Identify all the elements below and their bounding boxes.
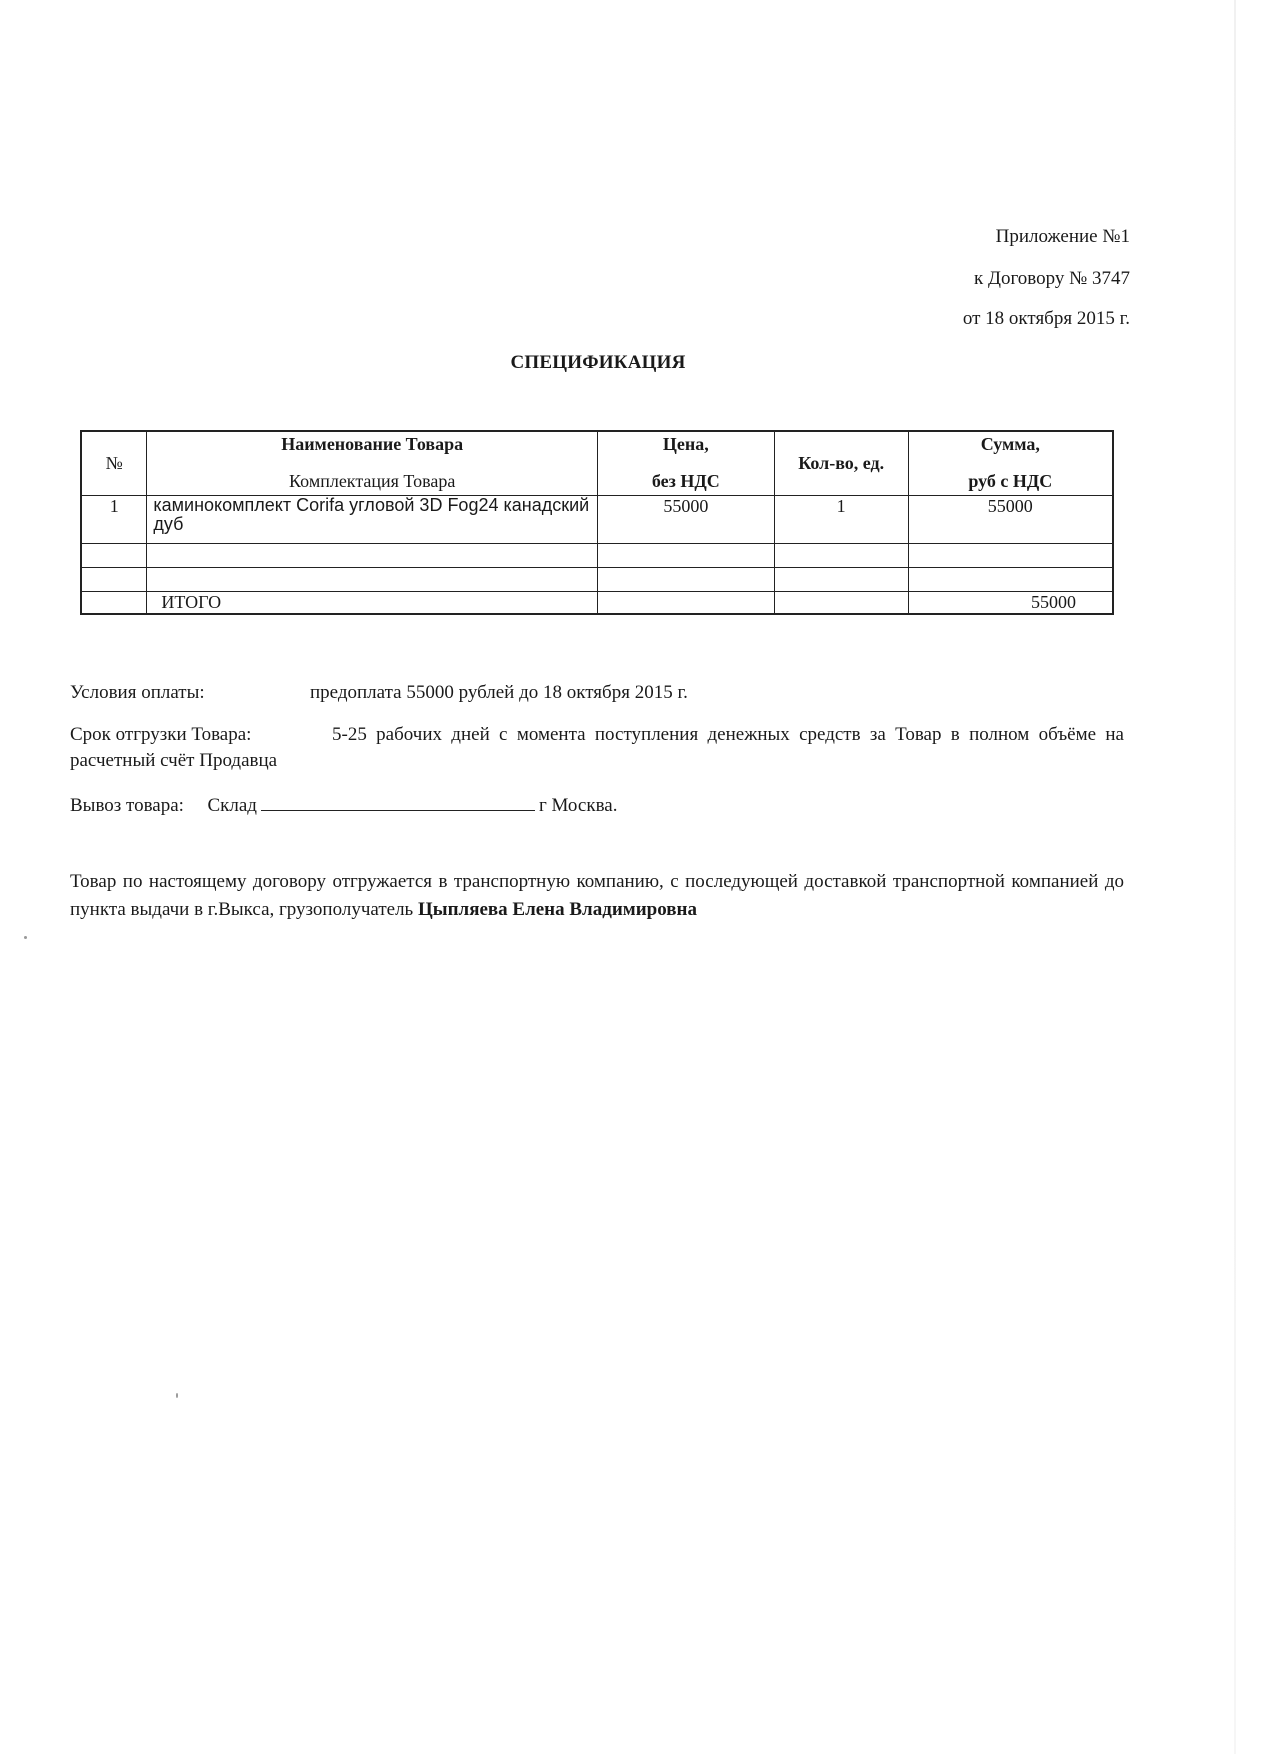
header-price-top: Цена, <box>662 434 709 455</box>
pickup-city: г Москва. <box>538 795 618 816</box>
header-name <box>147 431 598 495</box>
shipment-terms-value: 5-25 рабочих дней с момента поступления денежных средств за Товар в полном объёме на <box>332 724 1124 745</box>
contract-number: к Договору № 3747 <box>974 268 1130 289</box>
delivery-paragraph <box>70 868 1124 924</box>
appendix-number: Приложение №1 <box>995 226 1130 247</box>
row-sum: 55000 <box>908 495 1113 543</box>
payment-terms-value: предоплата 55000 рублей до 18 октября 2015 г. <box>310 682 688 703</box>
shipment-terms-value-cont: расчетный счёт Продавца <box>70 750 278 771</box>
table-header-row <box>81 431 1113 495</box>
header-sum-top: Сумма, <box>980 434 1040 455</box>
header-qty-label: Кол-во, ед. <box>798 452 885 473</box>
scan-speck <box>24 936 27 939</box>
table-row-empty <box>81 543 1113 567</box>
contract-date: от 18 октября 2015 г. <box>962 308 1130 329</box>
scan-edge <box>1234 0 1236 1754</box>
total-label: ИТОГО <box>147 591 598 614</box>
header-no: № <box>81 431 147 495</box>
row-qty: 1 <box>774 495 908 543</box>
warehouse-blank-field <box>261 792 535 811</box>
total-sum: 55000 <box>908 591 1113 614</box>
header-sum <box>908 431 1113 495</box>
header-price <box>597 431 774 495</box>
delivery-text: Товар по настоящему договору отгружается в транспортную компанию, с последующей доставкой транспортной компанией до пункта выдачи в г.Выкса, грузополучатель <box>70 871 1124 920</box>
pickup-warehouse: Склад <box>207 795 257 816</box>
row-price: 55000 <box>597 495 774 543</box>
row-no: 1 <box>81 495 147 543</box>
pickup-label: Вывоз товара: <box>70 795 184 816</box>
shipment-terms-label: Срок отгрузки Товара: <box>70 724 252 745</box>
specification-table <box>80 430 1114 615</box>
row-name: каминокомплект Corifa угловой 3D Fog24 канадский дуб <box>147 495 598 543</box>
header-sum-bottom: руб с НДС <box>968 471 1053 492</box>
header-qty <box>774 431 908 495</box>
table-row <box>81 495 1113 543</box>
header-price-bottom: без НДС <box>651 471 720 492</box>
table-row-empty <box>81 567 1113 591</box>
page-title: СПЕЦИФИКАЦИЯ <box>510 352 686 373</box>
header-name-top: Наименование Товара <box>281 434 464 455</box>
payment-terms-label: Условия оплаты: <box>70 682 205 703</box>
pickup-line <box>70 792 617 817</box>
scan-speck <box>176 1393 178 1398</box>
header-name-bottom: Комплектация Товара <box>289 471 456 492</box>
consignee-name: Цыпляева Елена Владимировна <box>417 899 697 920</box>
table-total-row <box>81 591 1113 614</box>
